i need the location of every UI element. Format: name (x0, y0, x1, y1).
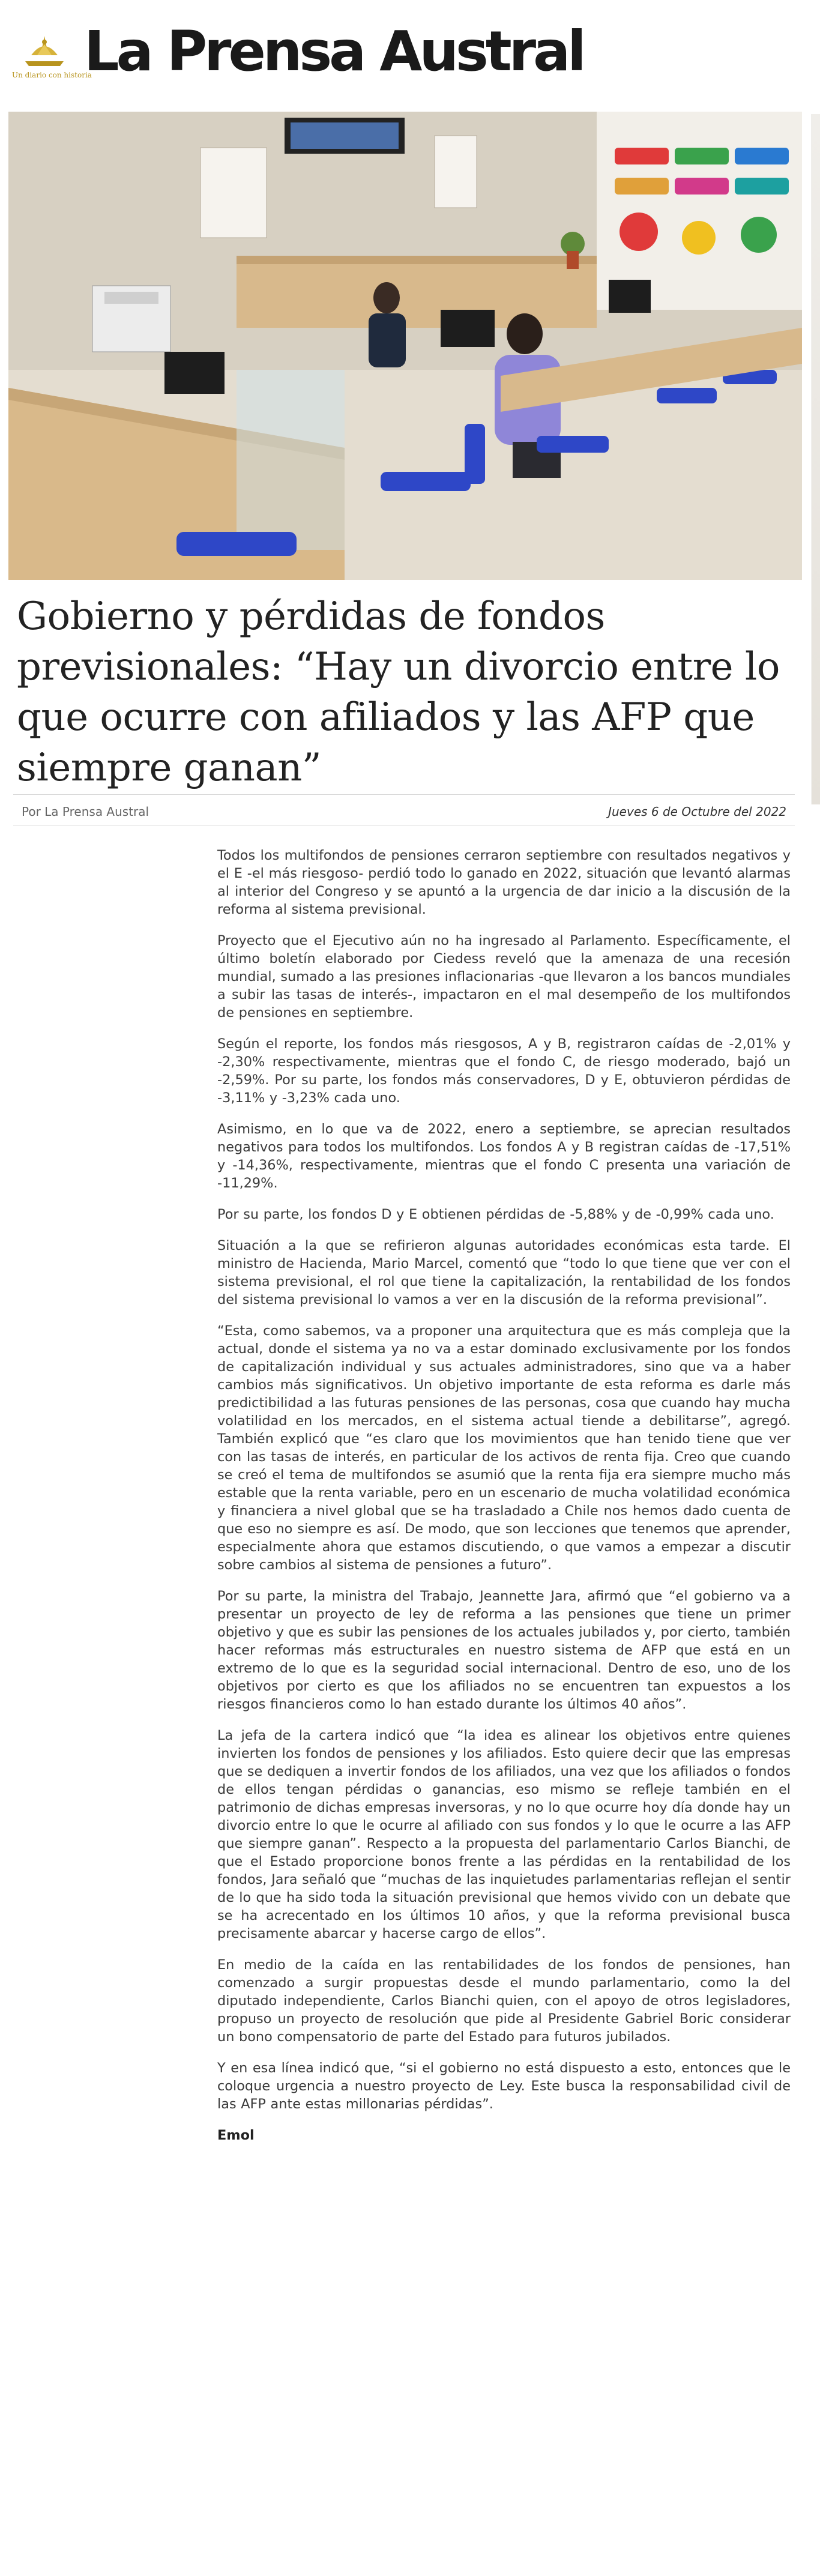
article-source: Emol (217, 2128, 255, 2143)
article-paragraph: “Esta, como sabemos, va a proponer una arquitectura que es más compleja que la actual, donde el sistema ya no va a estar dominado exclusivamente por los fondos de capitalización individual y sus actuales administradores, sino que va a haber cambios más significativos. Un objetivo importante de esta reforma es darle más predictibilidad a las futuras pensiones de las personas, cosa que cuando hay mucha volatilidad en los mercados, en el sistema actual tiende a debilitarse”, agregó. También explicó que “es claro que los movimientos que han tenido tiene que ver con las tasas de interés, en particular de los activos de renta fija. Creo que cuando se creó el tema de multifondos se asumió que la renta fija era siempre mucho más estable que la renta variable, pero en un escenario de mucha volatilidad económica y financiera a nivel global que se ha trasladado a Chile nos hemos dado cuenta de que eso no siempre es así. De modo, que son lecciones que tenemos que aprender, especialmente ahora que estamos discutiendo, o que vamos a empezar a discutir sobre cambios al sistema de pensiones a futuro”. (217, 1323, 791, 1573)
article-headline: Gobierno y pérdidas de fondos previsionales: “Hay un divorcio entre lo que ocurre con afiliados y las AFP que siempre ganan” (17, 594, 780, 790)
byline-date: Jueves 6 de Octubre del 2022 (608, 804, 786, 819)
hero-image (8, 112, 802, 580)
article-paragraph: Situación a la que se refirieron algunas autoridades económicas esta tarde. El ministro de Hacienda, Mario Marcel, comentó que “todo lo que tiene que ver con el sistema previsional, el rol que tiene la capitalización, la rentabilidad de los fondos del sistema previsional lo vamos a ver en la discusión de la reforma previsional”. (217, 1238, 791, 1308)
byline-author: Por La Prensa Austral (22, 804, 149, 819)
brand-title[interactable]: La Prensa Austral (84, 19, 583, 83)
logo-tagline: Un diario con historia (12, 71, 92, 79)
article-paragraph: Según el reporte, los fondos más riesgosos, A y B, registraron caídas de -2,01% y -2,30% respectivamente, mientras que el fondo C, de riesgo moderado, bajó un -2,59%. Por su parte, los fondos más conservadores, D y E, obtuvieron pérdidas de -3,11% y -3,23% cada uno. (217, 1036, 791, 1106)
article-body (217, 846, 791, 2158)
article-paragraph: Y en esa línea indicó que, “si el gobierno no está dispuesto a esto, entonces que le coloque urgencia a nuestro proyecto de Ley. Este busca la responsabilidad civil de las AFP ante estas millonarias pérdidas”. (217, 2060, 791, 2112)
article-paragraph: Proyecto que el Ejecutivo aún no ha ingresado al Parlamento. Específicamente, el último boletín elaborado por Ciedess reveló que la amenaza de una recesión mundial, sumado a las presiones inflacionarias -que llevaron a los bancos mundiales a subir las tasas de interés-, impactaron en el mal desempeño de los multifondos de pensiones en septiembre. (217, 933, 791, 1021)
article-paragraph: Asimismo, en lo que va de 2022, enero a septiembre, se aprecian resultados negativos para todos los multifondos. Los fondos A y B registran caídas de -17,51% y -14,36%, respectivamente, mientras que el fondo C presenta una variación de -11,29%. (217, 1121, 791, 1191)
byline (13, 794, 795, 825)
article-paragraph: Por su parte, la ministra del Trabajo, Jeannette Jara, afirmó que “el gobierno va a presentar un proyecto de ley de reforma a las pensiones que tiene un primer objetivo y que es subir las pensiones de los actuales jubilados y, por cierto, también hacer reformas más estructurales en nuestro sistema de AFP que está en un extremo de lo que es la seguridad social internacional. Dentro de eso, uno de los objetivos por cierto es que los afiliados no se encuentren tan expuestos a los riesgos financieros como lo han estado durante los últimos 40 años”. (217, 1588, 791, 1712)
article-paragraph: La jefa de la cartera indicó que “la idea es alinear los objetivos entre quienes invierten los fondos de pensiones y los afiliados. Esto quiere decir que las empresas que se dediquen a invertir fondos de los afiliados, una vez que los afiliados o fondos de ellos tengan pérdidas o ganancias, eso mismo se refleje también en el patrimonio de dichas empresas inversoras, y no lo que ocurre hoy día donde hay un divorcio entre lo que le ocurre al afiliado con sus fondos y lo que le ocurre a las AFP que siempre ganan”. Respecto a la propuesta del parlamentario Carlos Bianchi, de que el Estado proporcione bonos frente a las pérdidas en la rentabilidad de los fondos, Jara señaló que “muchas de las inquietudes parlamentarias reflejan el sentir de lo que ha sido toda la situación previsional que hemos vivido con un debate que se ha acrecentado en los últimos 10 años, y que la reforma previsional busca precisamente abarcar y hacerse cargo de ellos”. (217, 1728, 791, 1941)
masthead (0, 0, 820, 109)
sidebar-edge (812, 114, 820, 804)
article-paragraph: Todos los multifondos de pensiones cerraron septiembre con resultados negativos y el E -el más riesgoso- perdió todo lo ganado en 2022, situación que levantó alarmas al interior del Congreso y se apuntó a la urgencia de dar inicio a la discusión de la reforma al sistema previsional. (217, 848, 791, 917)
article-paragraph: En medio de la caída en las rentabilidades de los fondos de pensiones, han comenzado a surgir propuestas desde el mundo parlamentario, como la del diputado independiente, Carlos Bianchi quien, con el apoyo de otros legisladores, propuso un proyecto de resolución que pide al Presidente Gabriel Boric considerar un bono compensatorio de parte del Estado para futuros jubilados. (217, 1957, 791, 2045)
article-paragraph: Por su parte, los fondos D y E obtienen pérdidas de -5,88% y de -0,99% cada uno. (217, 1207, 774, 1222)
